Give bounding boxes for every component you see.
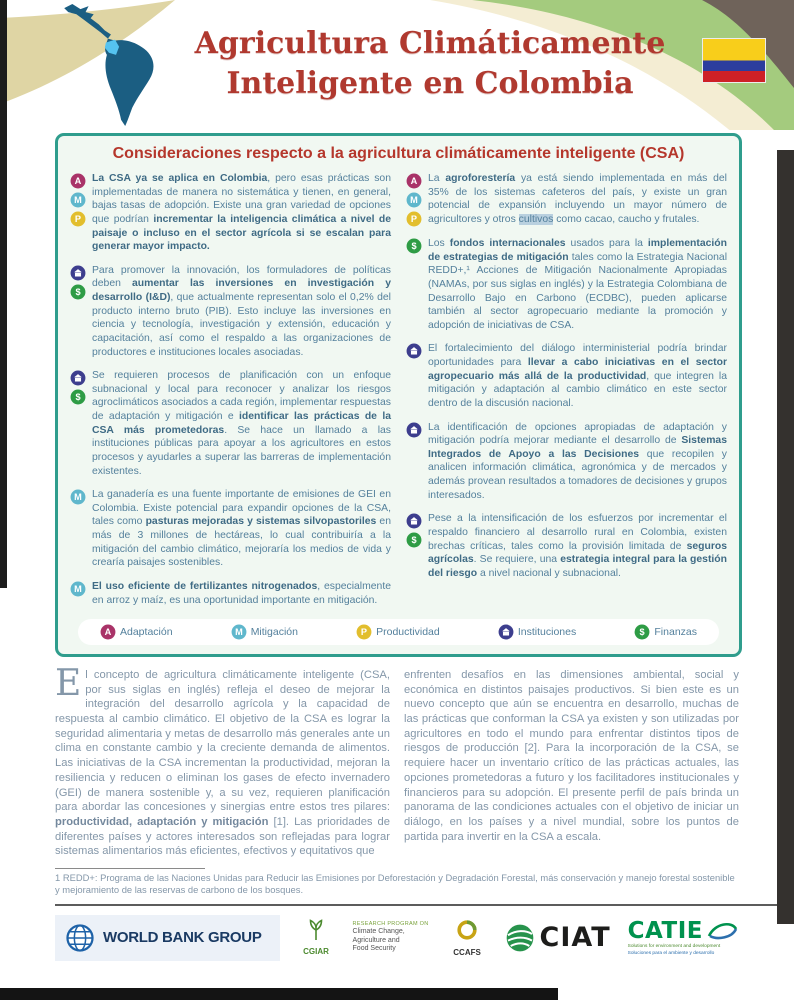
bullet-text: El uso eficiente de fertilizantes nitrogenados, especialmente en arroz y maíz, es una oportunidad importante en mitigación. (92, 580, 391, 606)
consideration-item (406, 421, 727, 503)
institutions-icon (70, 370, 86, 386)
world-bank-globe-icon (65, 923, 95, 953)
cgiar-label: CGIAR (303, 947, 329, 957)
colombia-flag (702, 38, 766, 83)
institutions-icon (406, 422, 422, 438)
svg-text:P: P (361, 627, 368, 638)
logo-catie (628, 918, 739, 956)
legend-item-productivity (356, 624, 440, 640)
ccafs-program-line: Food Security (352, 945, 396, 953)
bullet-text: Los fondos internacionales usados para la implementación de estrategias de mitigación tales como la Estrategia Nacional REDD+,¹ Acciones de Mitigación Nacionalmente Apropiadas (NAMAs, por sus siglas en inglés) y la Estrategia Colombiana de Desarrollo Bajo en Carbono (ECDBC), pueden aplicarse también al sector agropecuario mediante la promoción y adopción de iniciativas de CSA. (428, 238, 728, 331)
body-column-right: enfrenten desafíos en las dimensiones ambiental, social y económica en distintos paisajes productivos. Si bien este es un nuevo concepto que aún se encuentra en desarrollo, muchas de las prácticas que conforman la CSA ya existen y son utilizadas por agricultores en todo el mundo para enfrentar distintos tipos de riesgos de producción [2]. Para la incorporación de la CSA, se requiere hacer un inventario crítico de las prácticas actuales, las opciones prometedoras a futuro y los facilitadores institucionales y financieros para su adopción. El presente perfil de país brinda un panorama de las condiciones actuales con el objetivo de iniciar un diálogo, en los países y a nivel mundial, sobre los puntos de partida para invertir en la CSA a escala. (404, 669, 739, 843)
body-column-left: El concepto de agricultura climáticamente inteligente (CSA, por sus siglas en inglés) refleja el deseo de mejorar la integración del desarrollo agrícola y la capacidad de respuesta al cambio climático. El objetivo de la CSA es lograr la seguridad alimentaria y metas de desarrollo más generales ante un clima en constante cambio y la creciente demanda de alimentos. Las iniciativas de la CSA incrementan la productividad, mejoran la resiliencia y reducen o eliminan los gases de efecto invernadero (GEI) de manera sostenible y, a su vez, requieren planificación para abordar las concesiones y sinergias entre estos tres pilares: productividad, adaptación y mitigación [1]. Las prioridades de diferentes países y actores interesados son reflejadas para lograr sistemas alimentarios más eficientes, efectivos y equitativos que (55, 663, 390, 858)
adaptation-icon (100, 624, 116, 640)
bullet-text: La identificación de opciones apropiadas de adaptación y mitigación podría mejorar mediante el desarrollo de Sistemas Integrados de Apoyo a las Decisiones que recopilen y analicen información climática, agronómica y de mercados y además provean resultados a tomadores de decisiones y grupos interesados. (428, 421, 728, 501)
legend-label: Productividad (376, 626, 440, 639)
svg-text:M: M (234, 627, 243, 638)
mitigation-icon (406, 192, 422, 208)
mitigation-icon (70, 581, 86, 597)
bullet-text: La ganadería es una fuente importante de emisiones de GEI en Colombia. Existe potencial para expandir opciones de la CSA, tales como pasturas mejoradas y sistemas silvopastoriles en más de 3 millones de hectáreas, lo cual contribuiría a la mitigación del cambio climático, mejoraría los medios de vida y crearía paisajes sostenibles. (92, 489, 391, 569)
catie-label: CATIE (627, 918, 703, 945)
svg-text:P: P (410, 214, 418, 225)
bullet-text: Para promover la innovación, los formuladores de políticas deben aumentar las inversiones en investigación y desarrollo (I&D), que actualmente representan solo el 0,2% del producto interno bruto (PIB). Esto incluye las inversiones en ciencia y tecnología, investigación y extensión, educación y capacitación, así como el respaldo a las organizaciones de productores e instituciones locales asociadas. (92, 264, 391, 358)
finance-icon (406, 532, 422, 548)
bullet-text: Pese a la intensificación de los esfuerzos por incrementar el respaldo financiero al desarrollo rural en Colombia, existen brechas críticas, tales como la provisión limitada de seguros agrícolas. Se requiere, una estrategia integral para la gestión del riesgo a nivel nacional y subnacional. (428, 513, 727, 579)
consideration-item (406, 342, 727, 410)
consideration-item (70, 264, 391, 359)
productivity-icon (70, 211, 86, 227)
catie-swoosh-icon (705, 919, 739, 943)
scan-edge-left (0, 0, 7, 588)
bullet-icons (406, 172, 423, 227)
svg-text:$: $ (411, 535, 417, 546)
consideration-item (70, 172, 391, 254)
svg-text:M: M (74, 584, 82, 595)
consideration-item (70, 369, 391, 478)
svg-text:$: $ (639, 627, 645, 638)
finance-icon (406, 238, 422, 254)
svg-text:$: $ (75, 286, 81, 297)
legend-label: Finanzas (654, 626, 697, 639)
consideration-item (70, 580, 391, 607)
finance-icon (70, 389, 86, 405)
ccafs-program-line: RESEARCH PROGRAM ON (352, 921, 429, 928)
footnote-rule (55, 868, 205, 869)
adaptation-icon (70, 173, 86, 189)
bullet-icons (70, 264, 87, 359)
consideration-item (406, 237, 727, 332)
bullet-icons (406, 342, 423, 410)
cgiar-plant-icon (306, 919, 326, 941)
legend-item-adaptation (100, 624, 173, 640)
ccafs-program-text (353, 921, 431, 954)
catie-tagline-en: Solutions for environment and development (627, 944, 721, 950)
ccafs-program-line: Agriculture and (352, 936, 400, 944)
finance-icon (70, 284, 86, 300)
mitigation-icon (70, 489, 86, 505)
considerations-box (55, 133, 742, 657)
svg-text:$: $ (75, 392, 81, 403)
bullet-text: Se requieren procesos de planificación con un enfoque subnacional y local para reconocer y analizar los riesgos agroclimáticos asociados a cada región, implementar respuestas de adaptación y mitigación e identificar las prácticas de la CSA más prometedoras. Se hace un llamado a las instituciones públicas para apoyar a los agricultores en estos procesos y ayudarles a superar las barreras de implementación existentes. (92, 370, 391, 477)
svg-text:P: P (74, 214, 82, 225)
legend-label: Mitigación (250, 626, 298, 639)
logo-ccafs (448, 918, 487, 957)
bullet-text: La agroforestería ya está siendo implementada en más del 35% de los sistemas cafeteros del país, y existe un gran potencial de expansión incluyendo un mayor número de agricultores y otros cultivos como cacao, caucho y frutales. (428, 173, 727, 225)
drop-cap: E (55, 663, 82, 705)
consideration-item (406, 512, 727, 580)
scan-edge-right (777, 150, 794, 924)
catie-tagline-es: Soluciones para el ambiente y desarrollo (627, 950, 715, 956)
ciat-label: CIAT (539, 922, 611, 954)
ccafs-label: CCAFS (453, 948, 481, 958)
legend-label: Adaptación (120, 626, 173, 639)
bullet-icons (70, 488, 87, 570)
intro-text (55, 663, 739, 859)
ciat-globe-icon (504, 922, 536, 954)
consideration-item (406, 172, 727, 227)
institutions-icon (406, 513, 422, 529)
svg-text:A: A (104, 627, 112, 638)
institutions-icon (406, 343, 422, 359)
mitigation-icon (231, 624, 247, 640)
svg-text:A: A (410, 176, 418, 187)
page-title-line-1: Agricultura Climáticamente (194, 26, 666, 61)
bullet-icons (406, 421, 423, 503)
footnote-area (55, 868, 739, 897)
adaptation-icon (406, 173, 422, 189)
bullet-icons (406, 512, 423, 580)
svg-text:$: $ (411, 241, 417, 252)
legend-item-finance (634, 624, 697, 640)
page-title-line-2: Inteligente en Colombia (226, 66, 634, 101)
consideration-item (70, 488, 391, 570)
legend-item-mitigation (231, 624, 298, 640)
ccafs-program-line: Climate Change, (352, 927, 405, 935)
bullet-icons (406, 237, 423, 332)
legend-item-institutions (498, 624, 576, 640)
footer-divider (55, 904, 794, 906)
mitigation-icon (70, 192, 86, 208)
svg-text:M: M (74, 195, 82, 206)
logo-cgiar (297, 919, 336, 956)
svg-text:M: M (74, 492, 82, 503)
bullet-icons (70, 369, 87, 478)
svg-text:A: A (74, 176, 82, 187)
logo-world-bank-group (55, 915, 280, 961)
considerations-column-right (406, 172, 727, 617)
svg-text:M: M (410, 195, 418, 206)
considerations-column-left (70, 172, 391, 617)
bullet-text: La CSA ya se aplica en Colombia, pero esas prácticas son implementadas de manera no sistemática y tienen, en general, bajas tasas de adopción. Existe una gran variedad de opciones que podrían incrementar la inteligencia climática a nivel de paisaje o incluso en el sector agrícola si se escalan para generar mayor impacto. (92, 173, 391, 253)
legend-label: Instituciones (517, 626, 577, 639)
logo-ciat (504, 922, 611, 954)
productivity-icon (406, 211, 422, 227)
scan-edge-bottom (0, 988, 558, 1000)
footnote-text: 1 REDD+: Programa de las Naciones Unidas para Reducir las Emisiones por Deforestación y Degradación Forestal, más conservación y manejo forestal sostenible y mejoramiento de las reservas de carbono de los bosques. (55, 871, 735, 896)
institutions-icon (498, 624, 514, 640)
page-title (185, 24, 675, 104)
institutions-icon (70, 265, 86, 281)
page-header (0, 0, 794, 130)
partner-logos (55, 915, 739, 961)
bullet-text: El fortalecimiento del diálogo interministerial podría brindar oportunidades para llevar a cabo iniciativas en el sector agropecuario más allá de la productividad, que integren la mitigación y adaptación al cambio climático en este sector dentro de la discusión nacional. (428, 343, 727, 409)
productivity-icon (356, 624, 372, 640)
ccafs-ring-icon (455, 918, 479, 942)
bullet-icons (70, 172, 87, 254)
considerations-heading: Consideraciones respecto a la agricultura climáticamente inteligente (CSA) (112, 145, 685, 162)
world-bank-group-label: WORLD BANK GROUP (103, 929, 262, 947)
bullet-icons (70, 580, 87, 607)
finance-icon (634, 624, 650, 640)
legend-bar (78, 619, 719, 645)
